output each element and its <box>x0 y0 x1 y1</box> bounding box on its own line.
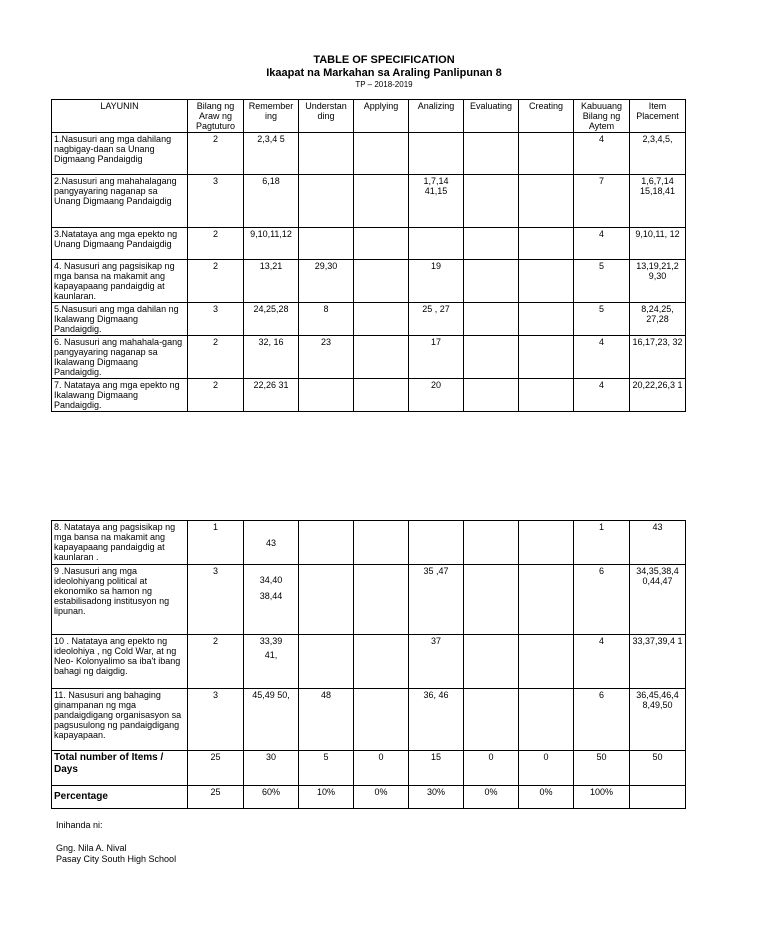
percentage-label: Percentage <box>52 786 188 809</box>
cell-creating <box>519 379 574 412</box>
cell-analizing: 25 , 27 <box>409 303 464 336</box>
table-row <box>52 689 686 751</box>
cell-days: 2 <box>188 336 244 379</box>
cell-layunin: 10 . Natataya ang epekto ng ideolohiya , ng Cold War, at ng Neo- Kolonyalimo sa iba't ibang bahagi ng daigdig. <box>52 635 188 689</box>
cell-placement: 1,6,7,14 15,18,41 <box>630 175 686 228</box>
cell-value: 33,39 <box>259 636 283 646</box>
cell-evaluating <box>464 303 519 336</box>
cell-placement: 2,3,4,5, <box>630 133 686 175</box>
cell-evaluating: 0 <box>464 751 519 786</box>
col-header-analizing: Analizing <box>409 100 464 133</box>
table-row <box>52 635 686 689</box>
cell-days: 3 <box>188 175 244 228</box>
table-row <box>52 303 686 336</box>
cell-creating <box>519 336 574 379</box>
cell-evaluating <box>464 379 519 412</box>
cell-layunin: 4. Nasusuri ang pagsisikap ng mga bansa na makamit ang kapayapaang pandaigdig at kaunlaran. <box>52 260 188 303</box>
cell-applying <box>354 303 409 336</box>
cell-creating <box>519 228 574 260</box>
cell-layunin: 3.Natataya ang mga epekto ng Unang Digmaang Pandaigdig <box>52 228 188 260</box>
cell-applying <box>354 336 409 379</box>
cell-layunin: 6. Nasusuri ang mahahala-gang pangyayaring naganap sa Ikalawang Digmaang Pandaigdig. <box>52 336 188 379</box>
cell-creating <box>519 175 574 228</box>
cell-total: 100% <box>574 786 630 809</box>
cell-placement: 43 <box>630 521 686 565</box>
cell-layunin: 8. Natataya ang pagsisikap ng mga bansa na makamit ang kapayapaang pandaigdig at kaunlaran . <box>52 521 188 565</box>
cell-remembering: 45,49 50, <box>244 689 299 751</box>
cell-remembering: 13,21 <box>244 260 299 303</box>
doc-subtitle: Ikaapat na Markahan sa Araling Panlipunan 8 <box>266 67 502 79</box>
cell-total: 7 <box>574 175 630 228</box>
cell-placement: 33,37,39,4 1 <box>630 635 686 689</box>
cell-placement: 36,45,46,4 8,49,50 <box>630 689 686 751</box>
cell-days: 3 <box>188 565 244 635</box>
col-header-layunin: LAYUNIN <box>52 100 188 133</box>
cell-understanding: 48 <box>299 689 354 751</box>
school-name: Pasay City South High School <box>56 854 177 864</box>
cell-analizing <box>409 521 464 565</box>
col-header-evaluating: Evaluating <box>464 100 519 133</box>
cell-placement <box>630 786 686 809</box>
cell-understanding <box>299 521 354 565</box>
cell-remembering: 24,25,28 <box>244 303 299 336</box>
cell-understanding <box>299 565 354 635</box>
cell-layunin: 7. Natataya ang mga epekto ng Ikalawang Digmaang Pandaigdig. <box>52 379 188 412</box>
cell-layunin: 5.Nasusuri ang mga dahilan ng Ikalawang Digmaang Pandaigdig. <box>52 303 188 336</box>
cell-placement: 20,22,26,3 1 <box>630 379 686 412</box>
cell-total: 6 <box>574 689 630 751</box>
cell-applying <box>354 133 409 175</box>
cell-applying <box>354 689 409 751</box>
cell-creating <box>519 689 574 751</box>
cell-analizing: 1,7,14 41,15 <box>409 175 464 228</box>
spec-table-part1 <box>51 99 686 412</box>
cell-evaluating <box>464 260 519 303</box>
cell-layunin: 2.Nasusuri ang mahahalagang pangyayaring naganap sa Unang Digmaang Pandaigdig <box>52 175 188 228</box>
cell-applying <box>354 260 409 303</box>
cell-evaluating <box>464 521 519 565</box>
cell-total: 50 <box>574 751 630 786</box>
cell-placement: 16,17,23, 32 <box>630 336 686 379</box>
cell-remembering: 30 <box>244 751 299 786</box>
col-header-remembering: Remember ing <box>244 100 299 133</box>
cell-understanding <box>299 379 354 412</box>
cell-evaluating <box>464 228 519 260</box>
cell-evaluating <box>464 565 519 635</box>
cell-analizing: 15 <box>409 751 464 786</box>
cell-creating <box>519 635 574 689</box>
cell-analizing: 17 <box>409 336 464 379</box>
cell-applying: 0% <box>354 786 409 809</box>
cell-days: 25 <box>188 786 244 809</box>
table-row <box>52 379 686 412</box>
doc-title: TABLE OF SPECIFICATION <box>313 54 455 66</box>
table-row <box>52 133 686 175</box>
cell-layunin: 9 .Nasusuri ang mga ideolohiyang political at ekonomiko sa hamon ng estabilisadong institusyon ng lipunan. <box>52 565 188 635</box>
cell-understanding: 8 <box>299 303 354 336</box>
cell-creating: 0 <box>519 751 574 786</box>
table-row <box>52 175 686 228</box>
cell-evaluating <box>464 635 519 689</box>
cell-analizing <box>409 133 464 175</box>
cell-creating <box>519 521 574 565</box>
cell-days: 2 <box>188 635 244 689</box>
col-header-creating: Creating <box>519 100 574 133</box>
cell-analizing <box>409 228 464 260</box>
cell-evaluating <box>464 336 519 379</box>
cell-total: 6 <box>574 565 630 635</box>
cell-value: 41, <box>264 650 278 660</box>
cell-days: 2 <box>188 379 244 412</box>
cell-remembering: 32, 16 <box>244 336 299 379</box>
cell-days: 3 <box>188 303 244 336</box>
cell-creating <box>519 133 574 175</box>
cell-applying <box>354 228 409 260</box>
cell-placement: 13,19,21,2 9,30 <box>630 260 686 303</box>
cell-applying <box>354 379 409 412</box>
table-row <box>52 228 686 260</box>
col-header-days: Bilang ng Araw ng Pagtuturo <box>188 100 244 133</box>
cell-layunin: 1.Nasusuri ang mga dahilang nagbigay-daan sa Unang Digmaang Pandaigdig <box>52 133 188 175</box>
cell-remembering <box>244 635 299 689</box>
cell-evaluating <box>464 689 519 751</box>
cell-placement: 50 <box>630 751 686 786</box>
col-header-placement: Item Placement <box>630 100 686 133</box>
preparer-name: Gng. Nila A. Nival <box>56 843 127 853</box>
cell-analizing: 36, 46 <box>409 689 464 751</box>
cell-remembering: 22,26 31 <box>244 379 299 412</box>
cell-total: 4 <box>574 379 630 412</box>
cell-days: 25 <box>188 751 244 786</box>
school-year: TP – 2018-2019 <box>355 80 413 89</box>
percentage-row <box>52 786 686 809</box>
cell-total: 5 <box>574 303 630 336</box>
cell-placement: 8,24,25, 27,28 <box>630 303 686 336</box>
cell-remembering: 43 <box>244 521 299 565</box>
cell-applying <box>354 175 409 228</box>
cell-evaluating <box>464 175 519 228</box>
cell-applying <box>354 521 409 565</box>
cell-applying <box>354 635 409 689</box>
cell-placement: 9,10,11, 12 <box>630 228 686 260</box>
header-row <box>52 100 686 133</box>
cell-remembering <box>244 565 299 635</box>
cell-creating <box>519 303 574 336</box>
cell-remembering: 9,10,11,12 <box>244 228 299 260</box>
cell-evaluating: 0% <box>464 786 519 809</box>
cell-creating <box>519 565 574 635</box>
cell-understanding <box>299 133 354 175</box>
cell-total: 5 <box>574 260 630 303</box>
cell-value: 34,40 <box>259 575 283 585</box>
cell-understanding <box>299 635 354 689</box>
cell-value: 38,44 <box>259 591 283 601</box>
cell-remembering: 60% <box>244 786 299 809</box>
cell-analizing: 37 <box>409 635 464 689</box>
cell-analizing: 20 <box>409 379 464 412</box>
col-header-understanding: Understan ding <box>299 100 354 133</box>
cell-days: 2 <box>188 260 244 303</box>
cell-days: 3 <box>188 689 244 751</box>
cell-creating <box>519 260 574 303</box>
table-row <box>52 565 686 635</box>
cell-days: 1 <box>188 521 244 565</box>
table-row <box>52 521 686 565</box>
col-header-total: Kabuuang Bilang ng Aytem <box>574 100 630 133</box>
cell-analizing: 35 ,47 <box>409 565 464 635</box>
cell-analizing: 30% <box>409 786 464 809</box>
cell-understanding: 23 <box>299 336 354 379</box>
cell-understanding: 10% <box>299 786 354 809</box>
cell-creating: 0% <box>519 786 574 809</box>
table-row <box>52 260 686 303</box>
cell-total: 1 <box>574 521 630 565</box>
col-header-applying: Applying <box>354 100 409 133</box>
cell-total: 4 <box>574 228 630 260</box>
total-row <box>52 751 686 786</box>
cell-understanding <box>299 175 354 228</box>
cell-days: 2 <box>188 133 244 175</box>
cell-analizing: 19 <box>409 260 464 303</box>
cell-applying: 0 <box>354 751 409 786</box>
cell-days: 2 <box>188 228 244 260</box>
cell-remembering: 2,3,4 5 <box>244 133 299 175</box>
cell-placement: 34,35,38,4 0,44,47 <box>630 565 686 635</box>
cell-remembering: 6,18 <box>244 175 299 228</box>
cell-total: 4 <box>574 336 630 379</box>
spec-table-part2 <box>51 520 686 809</box>
cell-applying <box>354 565 409 635</box>
table-row <box>52 336 686 379</box>
cell-total: 4 <box>574 133 630 175</box>
cell-understanding: 29,30 <box>299 260 354 303</box>
cell-total: 4 <box>574 635 630 689</box>
cell-understanding <box>299 228 354 260</box>
prepared-by-label: Inihanda ni: <box>56 820 103 830</box>
total-label: Total number of Items / Days <box>52 751 188 786</box>
cell-layunin: 11. Nasusuri ang bahaging ginampanan ng mga pandaigdigang organisasyon sa pagsusulong ng pandaigdigang kapayapaan. <box>52 689 188 751</box>
cell-understanding: 5 <box>299 751 354 786</box>
cell-evaluating <box>464 133 519 175</box>
